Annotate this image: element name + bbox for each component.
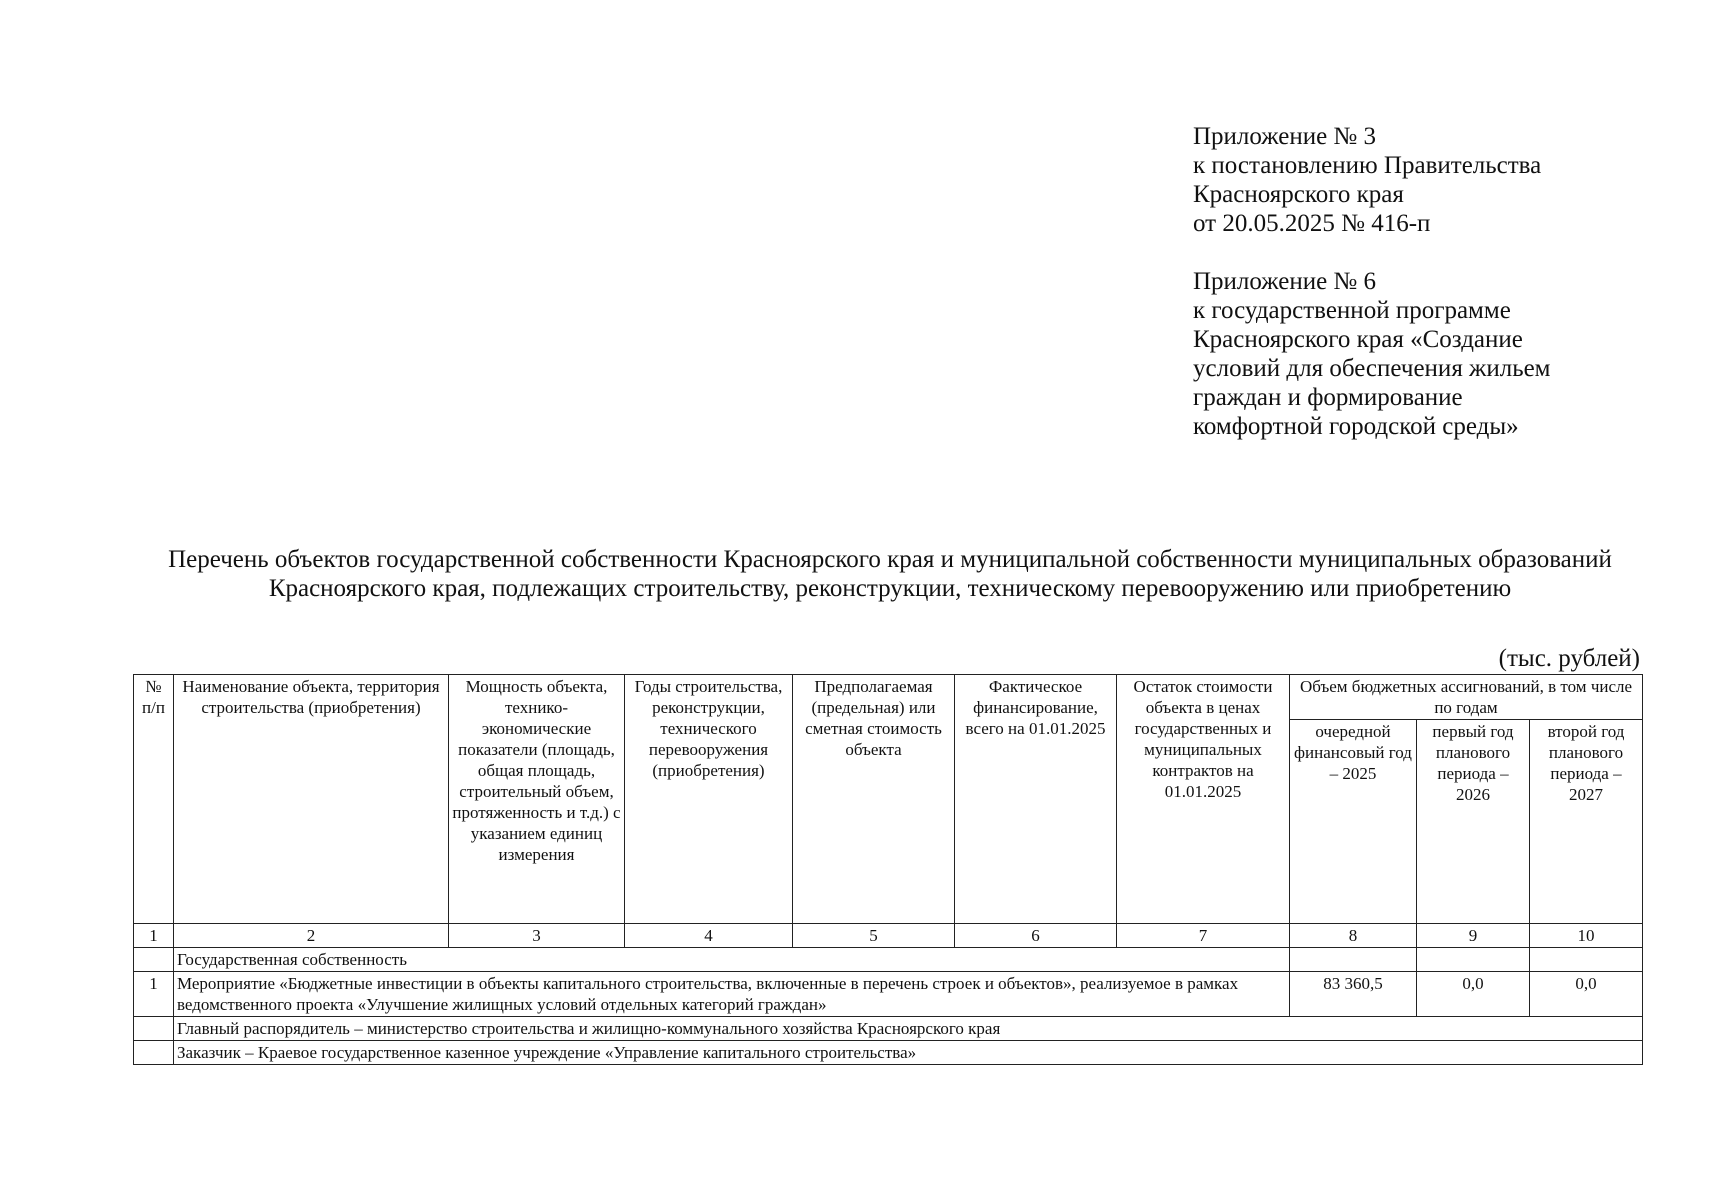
value-2025: 83 360,5 <box>1290 972 1417 1017</box>
annex-line: условий для обеспечения жильем <box>1193 355 1551 382</box>
objects-table <box>133 674 1643 1065</box>
empty-cell <box>134 948 174 972</box>
col-number: 9 <box>1417 924 1530 948</box>
section-row <box>134 948 1643 972</box>
document-title: Перечень объектов государственной собственности Красноярского края и муниципальной собственности муниципальных образований Красноярского края, подлежащих строительству, реконструкции, техническому перевооружению или приобретению <box>168 546 1612 602</box>
col-number: 4 <box>625 924 793 948</box>
customer-text: Заказчик – Краевое государственное казенное учреждение «Управление капитального строительства» <box>174 1041 1643 1065</box>
empty-cell <box>134 1041 174 1065</box>
annex-line: граждан и формирование <box>1193 384 1463 411</box>
unit-label: (тыс. рублей) <box>1498 645 1640 672</box>
annex-line: комфортной городской среды» <box>1193 413 1519 440</box>
table-row <box>134 972 1643 1017</box>
header-2025: очередной финансовый год – 2025 <box>1290 720 1417 924</box>
empty-cell <box>1417 948 1530 972</box>
col-number: 5 <box>793 924 955 948</box>
main-manager-text: Главный распорядитель – министерство строительства и жилищно-коммунального хозяйства Красноярского края <box>174 1017 1643 1041</box>
col-number: 3 <box>449 924 625 948</box>
header-num: № п/п <box>134 675 174 924</box>
header-name: Наименование объекта, территория строительства (приобретения) <box>174 675 449 924</box>
annex-line: Приложение № 6 <box>1193 268 1377 295</box>
header-financed: Фактическое финансирование, всего на 01.01.2025 <box>955 675 1117 924</box>
col-number: 6 <box>955 924 1117 948</box>
empty-cell <box>134 1017 174 1041</box>
header-2026: первый год планового периода – 2026 <box>1417 720 1530 924</box>
annex-line: к государственной программе <box>1193 297 1511 324</box>
header-cost: Предполагаемая (предельная) или сметная стоимость объекта <box>793 675 955 924</box>
header-years: Годы строительства, реконструкции, технического перевооружения (приобретения) <box>625 675 793 924</box>
annex-line: от 20.05.2025 № 416-п <box>1193 210 1431 237</box>
col-number: 1 <box>134 924 174 948</box>
customer-row <box>134 1041 1643 1065</box>
col-number: 10 <box>1530 924 1643 948</box>
empty-cell <box>1290 948 1417 972</box>
header-2027: второй год планового периода – 2027 <box>1530 720 1643 924</box>
column-numbers-row <box>134 924 1643 948</box>
annex-line: Красноярского края «Создание <box>1193 326 1523 353</box>
col-number: 2 <box>174 924 449 948</box>
header-budget: Объем бюджетных ассигнований, в том числе по годам <box>1290 675 1643 720</box>
section-label: Государственная собственность <box>174 948 1290 972</box>
header-row <box>134 675 1643 720</box>
annex-block <box>1193 122 1551 441</box>
col-number: 7 <box>1117 924 1290 948</box>
annex-gap <box>1193 238 1551 267</box>
value-2026: 0,0 <box>1417 972 1530 1017</box>
annex-line: Приложение № 3 <box>1193 123 1377 150</box>
annex-line: к постановлению Правительства <box>1193 152 1542 179</box>
main-manager-row <box>134 1017 1643 1041</box>
header-capacity: Мощность объекта, технико-экономические показатели (площадь, общая площадь, строительный объем, протяженность и т.д.) с указанием единиц измерения <box>449 675 625 924</box>
value-2027: 0,0 <box>1530 972 1643 1017</box>
row-description: Мероприятие «Бюджетные инвестиции в объекты капитального строительства, включенные в перечень строек и объектов», реализуемое в рамках ведомственного проекта «Улучшение жилищных условий отдельных категорий граждан» <box>174 972 1290 1017</box>
annex-line: Красноярского края <box>1193 181 1404 208</box>
col-number: 8 <box>1290 924 1417 948</box>
empty-cell <box>1530 948 1643 972</box>
row-number: 1 <box>134 972 174 1017</box>
header-remaining: Остаток стоимости объекта в ценах государственных и муниципальных контрактов на 01.01.2025 <box>1117 675 1290 924</box>
